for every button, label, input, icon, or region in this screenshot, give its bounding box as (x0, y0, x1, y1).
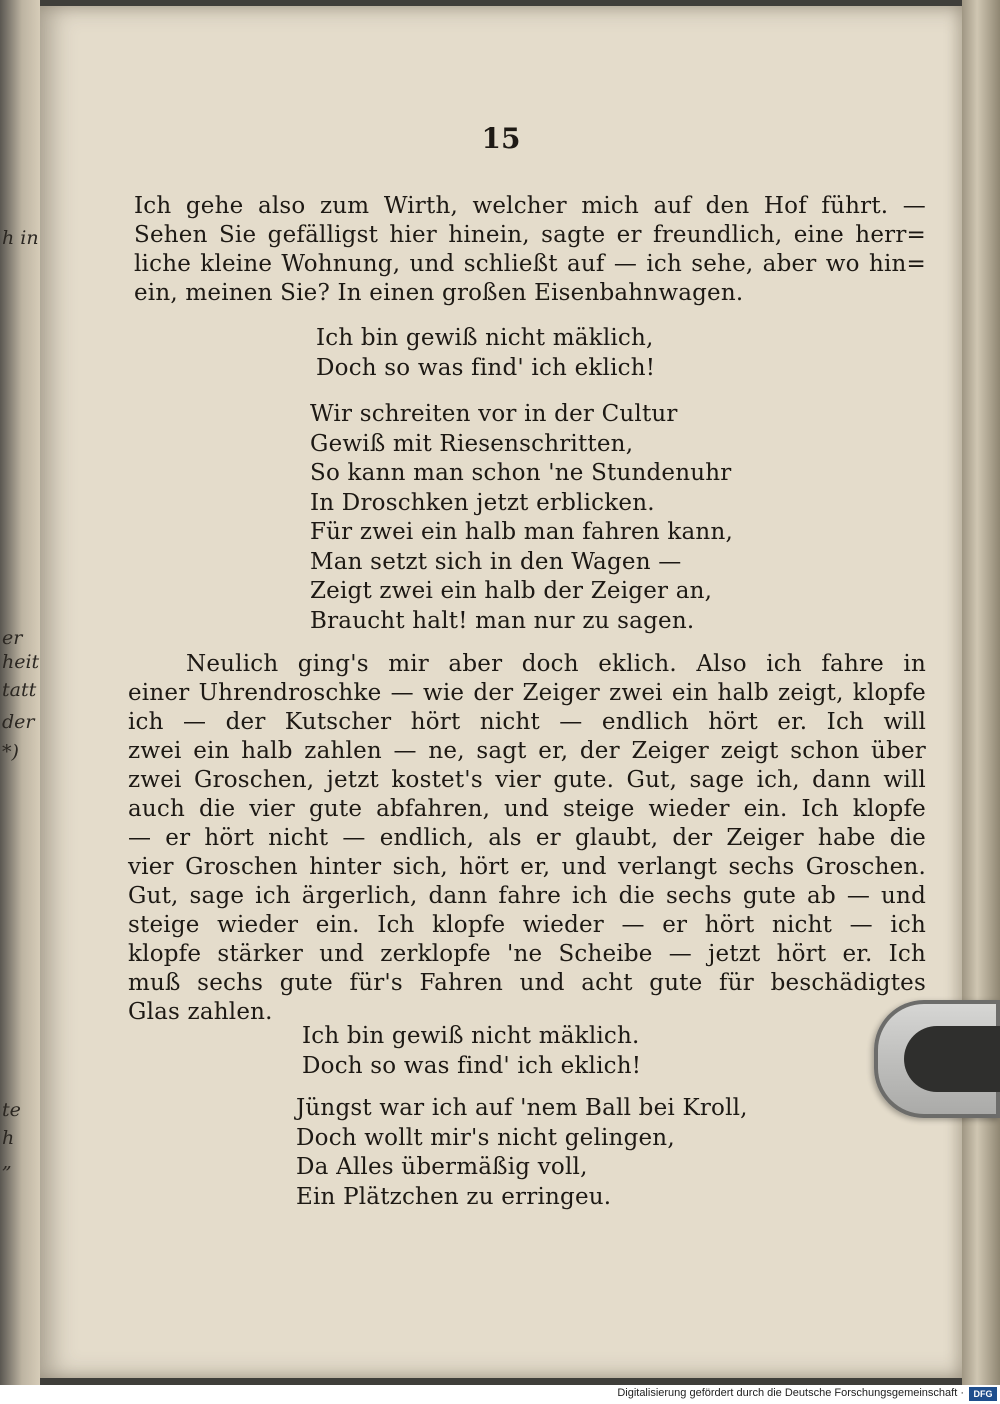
text-line: Ich gehe also zum Wirth, welcher mich auf den Hof führt. — (134, 193, 926, 219)
verse-line: Gewiß mit Riesenschritten, (310, 430, 634, 457)
refrain-2 (302, 1022, 641, 1081)
verse-line: Zeigt zwei ein halb der Zeiger an, (310, 578, 713, 604)
paragraph-2 (128, 650, 926, 1027)
text-line: muß sechs gute für's Fahren und acht gute für beschädigtes (128, 970, 926, 996)
facing-page-fragment: h in (2, 227, 39, 249)
verse-1 (310, 400, 733, 636)
funding-credit: Digitalisierung gefördert durch die Deutsche Forschungsgemeinschaft · (617, 1387, 964, 1399)
text-line: steige wieder ein. Ich klopfe wieder — er hört nicht — ich (128, 912, 926, 938)
verse-line: Da Alles übermäßig voll, (296, 1154, 588, 1180)
verse-line: Braucht halt! man nur zu sagen. (310, 607, 695, 634)
text-line: Gut, sage ich ärgerlich, dann fahre ich die sechs gute ab — und (128, 883, 926, 909)
verse-line: Ich bin gewiß nicht mäklich. (302, 1023, 640, 1049)
text-line: — er hört nicht — endlich, als er glaubt, der Zeiger habe die (128, 825, 926, 851)
text-line: liche kleine Wohnung, und schließt auf — ich sehe, aber wo hin= (134, 251, 926, 277)
text-line: ich — der Kutscher hört nicht — endlich hört er. Ich will (128, 709, 926, 735)
verse-line: Ich bin gewiß nicht mäklich, (316, 325, 654, 351)
footer-bar (0, 1385, 1000, 1404)
text-line: ein, meinen Sie? In einen großen Eisenbahnwagen. (134, 280, 744, 306)
book-page (40, 6, 962, 1378)
verse-line: Man setzt sich in den Wagen — (310, 548, 682, 575)
page-number: 15 (481, 122, 521, 155)
facing-page-fragment: *) (2, 741, 19, 763)
facing-page-fragment: er (2, 627, 23, 649)
text-line: zwei ein halb zahlen — ne, sagt er, der Zeiger zeigt schon über (128, 738, 926, 764)
verse-line: Doch so was find' ich eklich! (316, 354, 656, 381)
dfg-logo: DFG (969, 1387, 997, 1401)
paragraph-1 (134, 192, 926, 308)
verse-line: Wir schreiten vor in der Cultur (310, 401, 678, 427)
verse-line: Jüngst war ich auf 'nem Ball bei Kroll, (296, 1095, 748, 1121)
text-line: vier Groschen hinter sich, hört er, und verlangt sechs Groschen. (128, 854, 926, 880)
facing-page-fragment: „ (2, 1151, 12, 1173)
refrain-1 (316, 324, 655, 383)
verse-line: Doch so was find' ich eklich! (302, 1052, 642, 1079)
verse-line: Doch wollt mir's nicht gelingen, (296, 1124, 675, 1151)
facing-page-fragment: der (2, 711, 35, 733)
text-line: auch die vier gute abfahren, und steige wieder ein. Ich klopfe (128, 796, 926, 822)
text-line: Neulich ging's mir aber doch eklich. Also ich fahre in (186, 651, 926, 677)
verse-line: So kann man schon 'ne Stundenuhr (310, 460, 732, 486)
facing-page-fragment: tatt (2, 679, 37, 701)
verse-2 (296, 1094, 748, 1212)
verse-line: In Droschken jetzt erblicken. (310, 489, 655, 516)
facing-page-text-fragments (0, 0, 40, 1385)
text-line: einer Uhrendroschke — wie der Zeiger zwei ein halb zeigt, klopfe (128, 680, 926, 706)
facing-page-fragment: heit (2, 651, 40, 673)
page-stack-edge (962, 0, 1000, 1385)
verse-line: Ein Plätzchen zu erringeu. (296, 1183, 612, 1210)
book-clamp-inner (904, 1026, 1000, 1092)
facing-page-fragment: h (2, 1127, 15, 1149)
text-line: zwei Groschen, jetzt kostet's vier gute. Gut, sage ich, dann will (128, 767, 926, 793)
text-line: Glas zahlen. (128, 999, 273, 1025)
text-line: Sehen Sie gefälligst hier hinein, sagte er freundlich, eine herr= (134, 222, 926, 248)
text-line: klopfe stärker und zerklopfe 'ne Scheibe — jetzt hört er. Ich (128, 941, 926, 967)
facing-page-fragment: te (2, 1099, 21, 1121)
verse-line: Für zwei ein halb man fahren kann, (310, 519, 733, 545)
